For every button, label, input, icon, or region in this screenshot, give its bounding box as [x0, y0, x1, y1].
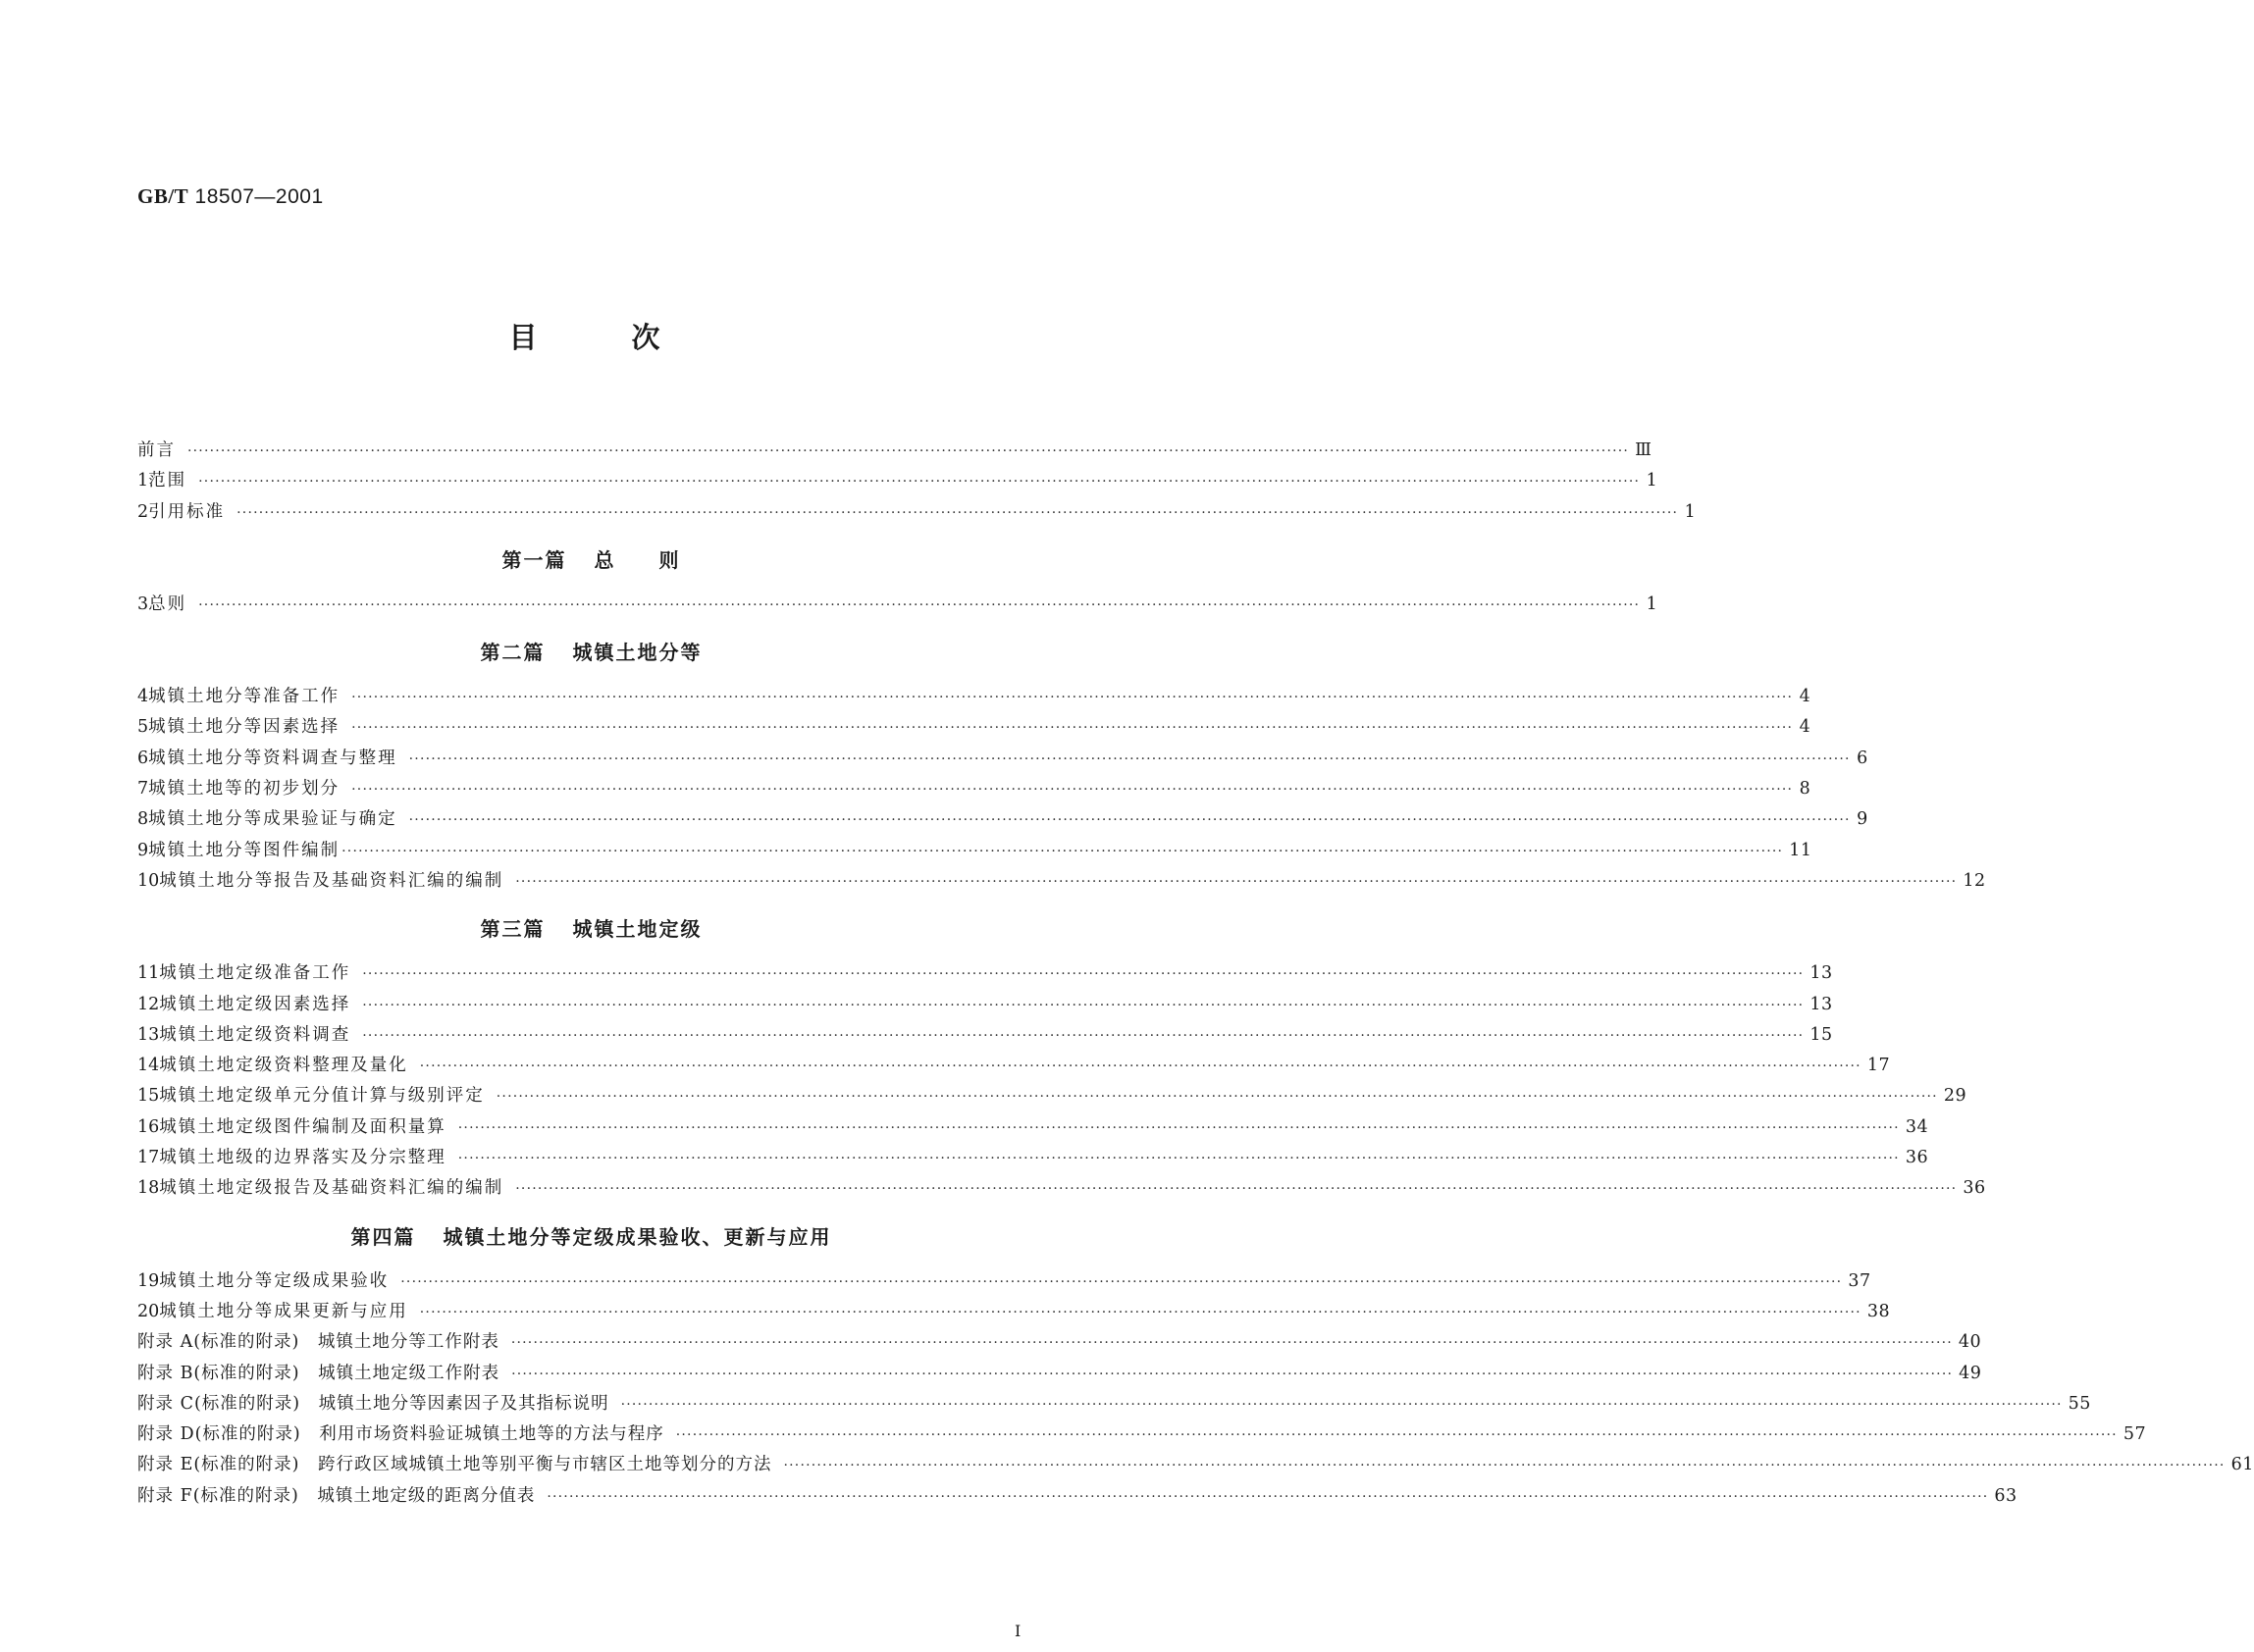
toc-part-3	[137, 959, 1986, 1205]
toc-leader: ····································································································································································································································································	[400, 1273, 1843, 1290]
toc-entry-page: 36	[1905, 1148, 1929, 1168]
toc-entry-number: 16	[137, 1116, 160, 1137]
toc-entry-label: 范围	[148, 471, 187, 491]
toc-entry-page: 36	[1963, 1178, 1986, 1199]
toc-leader: ····································································································································································································································································	[351, 782, 1794, 799]
part-heading-number: 第三篇	[480, 917, 546, 942]
toc-entry-number: 6	[137, 748, 149, 768]
toc-leader: ····································································································································································································································································	[341, 843, 1784, 859]
part-heading-number: 第四篇	[350, 1224, 416, 1249]
standard-code-number: 18507—2001	[194, 185, 324, 208]
standard-code-prefix: GB/T	[137, 184, 189, 208]
toc-entry-label: 城镇土地等的初步划分	[148, 779, 341, 800]
toc-leader: ····································································································································································································································································	[510, 1335, 1953, 1352]
toc-entry-label: 前言	[137, 440, 176, 460]
toc-entry[interactable]	[137, 805, 1868, 836]
toc-entry[interactable]	[137, 498, 1697, 529]
toc-part-4	[137, 1267, 2254, 1513]
toc-appendix-entry[interactable]	[137, 1328, 1982, 1359]
toc-entry-label: 城镇土地定级准备工作	[159, 963, 351, 984]
toc-appendix-entry[interactable]	[137, 1451, 2254, 1481]
toc-entry-number: 20	[137, 1301, 160, 1321]
toc-leader: ····································································································································································································································································	[783, 1458, 2226, 1474]
toc-part-1	[137, 591, 1658, 621]
toc-entry[interactable]	[137, 867, 1986, 898]
toc-appendix-label: 附录 E(标准的附录) 跨行政区域城镇土地等别平衡与市辖区土地等划分的方法	[137, 1455, 772, 1475]
toc-entry[interactable]	[137, 591, 1658, 621]
toc-entry[interactable]	[137, 1113, 1929, 1144]
toc-leader: ····································································································································································································································································	[408, 750, 1851, 767]
toc-leader: ····································································································································································································································································	[198, 474, 1641, 490]
toc-entry-label: 城镇土地级的边界落实及分宗整理	[159, 1148, 446, 1168]
toc-entry[interactable]	[137, 1267, 1871, 1298]
toc-leader: ····································································································································································································································································	[419, 1304, 1861, 1320]
toc-appendix-entry[interactable]	[137, 1360, 1982, 1390]
toc-entry[interactable]	[137, 959, 1833, 990]
toc-entry[interactable]	[137, 1144, 1929, 1174]
toc-entry[interactable]	[137, 745, 1868, 775]
toc-entry[interactable]	[137, 837, 1812, 867]
toc-entry-number: 3	[137, 594, 149, 614]
toc-entry-page: 40	[1958, 1332, 1982, 1353]
toc-entry-number: 12	[137, 994, 160, 1014]
toc-entry-number: 13	[137, 1024, 160, 1045]
toc-entry-page: 9	[1857, 809, 1868, 830]
toc-entry-label: 城镇土地分等定级成果验收	[159, 1270, 390, 1291]
toc-entry-label: 城镇土地定级单元分值计算与级别评定	[159, 1086, 485, 1107]
toc-entry[interactable]	[137, 437, 1652, 467]
toc-entry-label: 城镇土地定级因素选择	[159, 994, 351, 1014]
toc-entry-page: 8	[1799, 779, 1811, 800]
toc-leader: ····································································································································································································································································	[457, 1151, 1900, 1167]
toc-entry-page: Ⅲ	[1635, 440, 1652, 460]
part-heading-title: 城镇土地分等定级成果验收、更新与应用	[443, 1224, 832, 1249]
toc-appendix-label: 附录 F(标准的附录) 城镇土地定级的距离分值表	[137, 1485, 536, 1506]
toc-entry[interactable]	[137, 1021, 1833, 1052]
toc-part-2	[137, 683, 1986, 898]
table-of-contents	[137, 437, 2254, 1513]
toc-front-matter	[137, 437, 1697, 529]
toc-entry-number: 15	[137, 1086, 160, 1107]
toc-leader: ····································································································································································································································································	[547, 1488, 1989, 1505]
toc-appendix-entry[interactable]	[137, 1420, 2147, 1451]
toc-entry[interactable]	[137, 991, 1833, 1021]
toc-entry[interactable]	[137, 1052, 1891, 1082]
toc-leader: ····································································································································································································································································	[511, 1366, 1954, 1382]
toc-leader: ····································································································································································································································································	[236, 504, 1679, 521]
toc-entry-label: 城镇土地分等成果更新与应用	[159, 1301, 408, 1321]
toc-entry-page: 11	[1789, 840, 1812, 860]
toc-entry-number: 10	[137, 870, 160, 891]
toc-leader: ····································································································································································································································································	[457, 1119, 1900, 1136]
toc-entry-number: 18	[137, 1178, 160, 1199]
part-heading-title: 城镇土地定级	[572, 917, 703, 942]
toc-entry-number: 4	[137, 687, 149, 707]
toc-entry-number: 1	[137, 471, 149, 491]
toc-entry-label: 总则	[148, 594, 187, 614]
toc-leader: ····································································································································································································································································	[419, 1058, 1861, 1075]
toc-leader: ····································································································································································································································································	[198, 596, 1641, 613]
toc-leader: ····································································································································································································································································	[515, 1181, 1958, 1198]
toc-leader: ····································································································································································································································································	[408, 812, 1851, 829]
toc-entry-page: 4	[1799, 687, 1811, 707]
toc-entry-number: 7	[137, 779, 149, 800]
part-heading-number: 第一篇	[501, 547, 567, 572]
toc-entry-page: 55	[2068, 1393, 2091, 1414]
toc-entry-label: 城镇土地分等图件编制	[148, 840, 341, 860]
toc-entry-label: 城镇土地分等因素选择	[148, 717, 341, 738]
toc-entry-page: 61	[2230, 1455, 2254, 1475]
toc-appendix-label: 附录 B(标准的附录) 城镇土地定级工作附表	[137, 1363, 500, 1383]
part-heading-number: 第二篇	[480, 641, 546, 665]
toc-entry[interactable]	[137, 467, 1658, 497]
toc-entry-label: 城镇土地定级图件编制及面积量算	[159, 1116, 446, 1137]
toc-entry-number: 19	[137, 1270, 160, 1291]
toc-entry[interactable]	[137, 1174, 1986, 1205]
toc-entry[interactable]	[137, 713, 1811, 744]
toc-entry-number: 5	[137, 717, 149, 738]
part-heading-2	[137, 638, 1045, 668]
toc-leader: ····································································································································································································································································	[362, 1027, 1805, 1044]
toc-leader: ····································································································································································································································································	[620, 1396, 2063, 1413]
toc-entry-label: 城镇土地定级资料调查	[159, 1024, 351, 1045]
toc-entry-number: 11	[137, 963, 160, 984]
toc-leader: ····································································································································································································································································	[362, 966, 1805, 983]
toc-leader: ····································································································································································································································································	[362, 997, 1805, 1013]
toc-entry-page: 29	[1943, 1086, 1967, 1107]
toc-entry-page: 49	[1959, 1363, 1982, 1383]
part-heading-title: 城镇土地分等	[572, 641, 703, 665]
toc-entry-label: 城镇土地分等报告及基础资料汇编的编制	[159, 870, 504, 891]
toc-entry[interactable]	[137, 1298, 1891, 1328]
toc-entry-page: 4	[1799, 717, 1811, 738]
toc-entry-label: 城镇土地分等成果验证与确定	[148, 809, 397, 830]
toc-appendix-label: 附录 A(标准的附录) 城镇土地分等工作附表	[137, 1332, 499, 1353]
toc-leader: ····································································································································································································································································	[496, 1089, 1938, 1106]
part-heading-1	[137, 545, 1045, 576]
toc-entry-page: 1	[1646, 471, 1658, 491]
part-heading-4	[137, 1222, 1045, 1253]
toc-entry-page: 13	[1809, 963, 1833, 984]
page-title: 目次	[508, 321, 755, 354]
toc-leader: ····································································································································································································································································	[675, 1427, 2118, 1444]
toc-entry-page: 38	[1866, 1301, 1891, 1321]
toc-entry[interactable]	[137, 775, 1811, 805]
toc-entry-page: 1	[1684, 501, 1697, 522]
toc-leader: ····································································································································································································································································	[515, 873, 1958, 890]
toc-entry-page: 13	[1809, 994, 1833, 1014]
toc-entry-number: 9	[137, 840, 149, 860]
toc-entry[interactable]	[137, 1082, 1967, 1112]
toc-entry-label: 城镇土地定级资料整理及量化	[159, 1056, 408, 1076]
toc-entry-number: 17	[137, 1148, 160, 1168]
toc-appendix-entry[interactable]	[137, 1482, 2018, 1513]
toc-entry-label: 引用标准	[148, 501, 226, 522]
toc-entry-label: 城镇土地分等资料调查与整理	[148, 748, 397, 768]
toc-entry-page: 34	[1905, 1116, 1929, 1137]
toc-entry-label: 城镇土地分等准备工作	[148, 687, 341, 707]
toc-appendix-label: 附录 C(标准的附录) 城镇土地分等因素因子及其指标说明	[137, 1393, 609, 1414]
toc-entry-page: 17	[1866, 1056, 1891, 1076]
toc-leader: ····································································································································································································································································	[187, 443, 1630, 459]
toc-entry-number: 14	[137, 1056, 160, 1076]
toc-appendix-label: 附录 D(标准的附录) 利用市场资料验证城镇土地等的方法与程序	[137, 1424, 664, 1445]
page-folio: Ⅰ	[1015, 1622, 1022, 1640]
toc-entry-page: 63	[1994, 1485, 2018, 1506]
part-heading-3	[137, 914, 1045, 945]
toc-entry-page: 12	[1963, 870, 1986, 891]
toc-leader: ····································································································································································································································································	[351, 690, 1794, 706]
toc-entry[interactable]	[137, 683, 1811, 713]
toc-appendix-entry[interactable]	[137, 1390, 2091, 1420]
toc-entry-label: 城镇土地定级报告及基础资料汇编的编制	[159, 1178, 504, 1199]
toc-entry-page: 1	[1646, 594, 1658, 614]
toc-leader: ····································································································································································································································································	[351, 720, 1794, 737]
toc-entry-number: 8	[137, 809, 149, 830]
toc-entry-page: 15	[1809, 1024, 1833, 1045]
toc-entry-page: 57	[2123, 1424, 2147, 1445]
part-heading-title: 总 则	[594, 547, 681, 572]
standard-code	[137, 184, 324, 209]
toc-entry-page: 37	[1848, 1270, 1871, 1291]
toc-entry-number: 2	[137, 501, 149, 522]
toc-entry-page: 6	[1857, 748, 1868, 768]
